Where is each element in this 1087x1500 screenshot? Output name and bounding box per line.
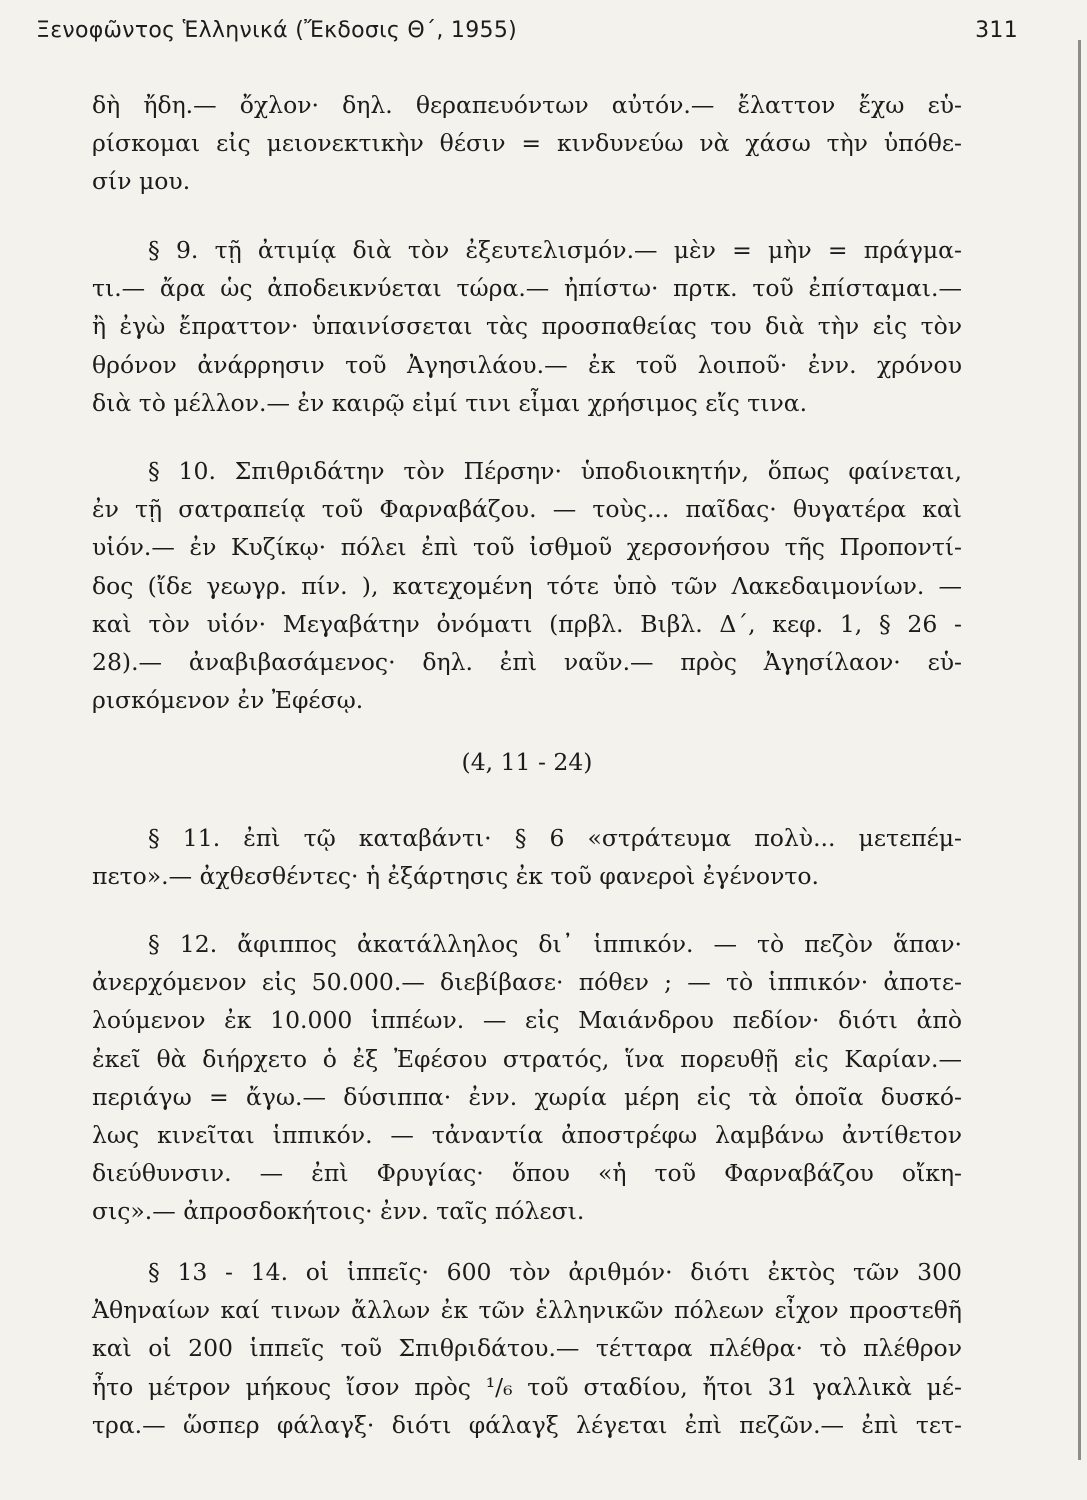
text-line: θρόνον ἀνάρρησιν τοῦ Ἀγησιλάου.— ἐκ τοῦ λοιποῦ· ἐνν. χρόνου <box>92 350 962 379</box>
paragraph-intro <box>92 86 962 201</box>
text-line: § 12. ἄφιππος ἀκατάλληλος δι᾽ ἱππικόν. — τὸ πεζὸν ἅπαν· <box>148 930 962 958</box>
text-line: 28).— ἀναβιβασάμενος· δηλ. ἐπὶ ναῦν.— πρὸς Ἀγησίλαον· εὑ- <box>92 647 962 676</box>
paragraph-section-9 <box>92 231 962 422</box>
text-line: δὴ ἤδη.— ὄχλον· δηλ. θεραπευόντων αὐτόν.— ἔλαττον ἔχω εὑ- <box>92 91 962 119</box>
section-reference <box>92 743 962 781</box>
text-line: § 11. ἐπὶ τῷ καταβάντι· § 6 «στράτευμα πολὺ... μετεπέμ- <box>148 824 962 852</box>
running-title: Ξενοφῶντος Ἑλληνικά (Ἔκδοσις Θ΄, 1955) <box>36 18 517 43</box>
text-line: ἦτο μέτρον μήκους ἴσον πρὸς ¹/₆ τοῦ σταδίου, ἤτοι 31 γαλλικὰ μέ- <box>92 1372 962 1401</box>
text-line: § 10. Σπιθριδάτην τὸν Πέρσην· ὑποδιοικητήν, ὅπως φαίνεται, <box>148 457 962 485</box>
text-line: ἢ ἐγὼ ἔπραττον· ὑπαινίσσεται τὰς προσπαθείας του διὰ τὴν εἰς τὸν <box>92 312 962 341</box>
text-line: διὰ τὸ μέλλον.— ἐν καιρῷ εἰμί τινι εἶμαι χρήσιμος εἴς τινα. <box>92 388 808 417</box>
text-line: § 9. τῇ ἀτιμίᾳ διὰ τὸν ἐξευτελισμόν.— μὲν = μὴν = πράγμα- <box>148 236 962 264</box>
text-line: ἐν τῇ σατραπείᾳ τοῦ Φαρναβάζου. — τοὺς... παῖδας· θυγατέρα καὶ <box>92 495 962 524</box>
text-line: σίν μου. <box>92 167 191 196</box>
text-line: καὶ οἱ 200 ἱππεῖς τοῦ Σπιθριδάτου.— τέτταρα πλέθρα· τὸ πλέθρον <box>92 1334 962 1363</box>
running-header <box>36 14 1036 50</box>
text-line: ἀνερχόμενον εἰς 50.000.— διεβίβασε· πόθεν ; — τὸ ἱππικόν· ἀποτε- <box>92 968 962 997</box>
text-line: λούμενον ἐκ 10.000 ἱππέων. — εἰς Μαιάνδρου πεδίον· διότι ἀπὸ <box>92 1006 962 1035</box>
paragraph-section-13-14 <box>92 1253 962 1444</box>
text-line: ρισκόμενον ἐν Ἐφέσῳ. <box>92 686 364 715</box>
text-line: πετο».— ἀχθεσθέντες· ἡ ἐξάρτησις ἐκ τοῦ φανεροὶ ἐγένοντο. <box>92 862 819 891</box>
binding-edge <box>1078 40 1081 1460</box>
text-line: Ἀθηναίων καί τινων ἄλλων ἐκ τῶν ἑλληνικῶν πόλεων εἶχον προστεθῆ <box>92 1296 962 1325</box>
text-line: περιάγω = ἄγω.— δύσιππα· ἐνν. χωρία μέρη εἰς τὰ ὁποῖα δυσκό- <box>92 1082 962 1111</box>
paragraph-section-11 <box>92 819 962 895</box>
text-line: υἱόν.— ἐν Κυζίκῳ· πόλει ἐπὶ τοῦ ἰσθμοῦ χερσονήσου τῆς Προποντί- <box>92 533 962 562</box>
text-line: καὶ τὸν υἱόν· Μεγαβάτην ὀνόματι (πρβλ. Βιβλ. Δ΄, κεφ. 1, § 26 - <box>92 609 962 638</box>
text-line: δος (ἴδε γεωγρ. πίν. ), κατεχομένη τότε ὑπὸ τῶν Λακεδαιμονίων. — <box>92 571 962 600</box>
text-line: ρίσκομαι εἰς μειονεκτικὴν θέσιν = κινδυνεύω νὰ χάσω τὴν ὑπόθε- <box>92 129 962 158</box>
text-line: ἐκεῖ θὰ διήρχετο ὁ ἐξ Ἐφέσου στρατός, ἵνα πορευθῇ εἰς Καρίαν.— <box>92 1044 962 1073</box>
text-line: λως κινεῖται ἱππικόν. — τἀναντία ἀποστρέφω λαμβάνω ἀντίθετον <box>92 1120 962 1149</box>
text-line: § 13 - 14. οἱ ἱππεῖς· 600 τὸν ἀριθμόν· διότι ἐκτὸς τῶν 300 <box>148 1258 962 1286</box>
reference-line: (4, 11 - 24) <box>461 748 593 776</box>
page-number: 311 <box>975 18 1018 43</box>
text-line: σις».— ἀπροσδοκήτοις· ἐνν. ταῖς πόλεσι. <box>92 1197 585 1226</box>
paragraph-section-10 <box>92 452 962 719</box>
paragraph-section-12 <box>92 925 962 1231</box>
text-line: διεύθυνσιν. — ἐπὶ Φρυγίας· ὅπου «ἡ τοῦ Φαρναβάζου οἴκη- <box>92 1159 962 1188</box>
text-line: τι.— ἄρα ὡς ἀποδεικνύεται τώρα.— ἠπίστω· πρτκ. τοῦ ἐπίσταμαι.— <box>92 274 962 303</box>
text-line: τρα.— ὥσπερ φάλαγξ· διότι φάλαγξ λέγεται ἐπὶ πεζῶν.— ἐπὶ τετ- <box>92 1410 962 1439</box>
